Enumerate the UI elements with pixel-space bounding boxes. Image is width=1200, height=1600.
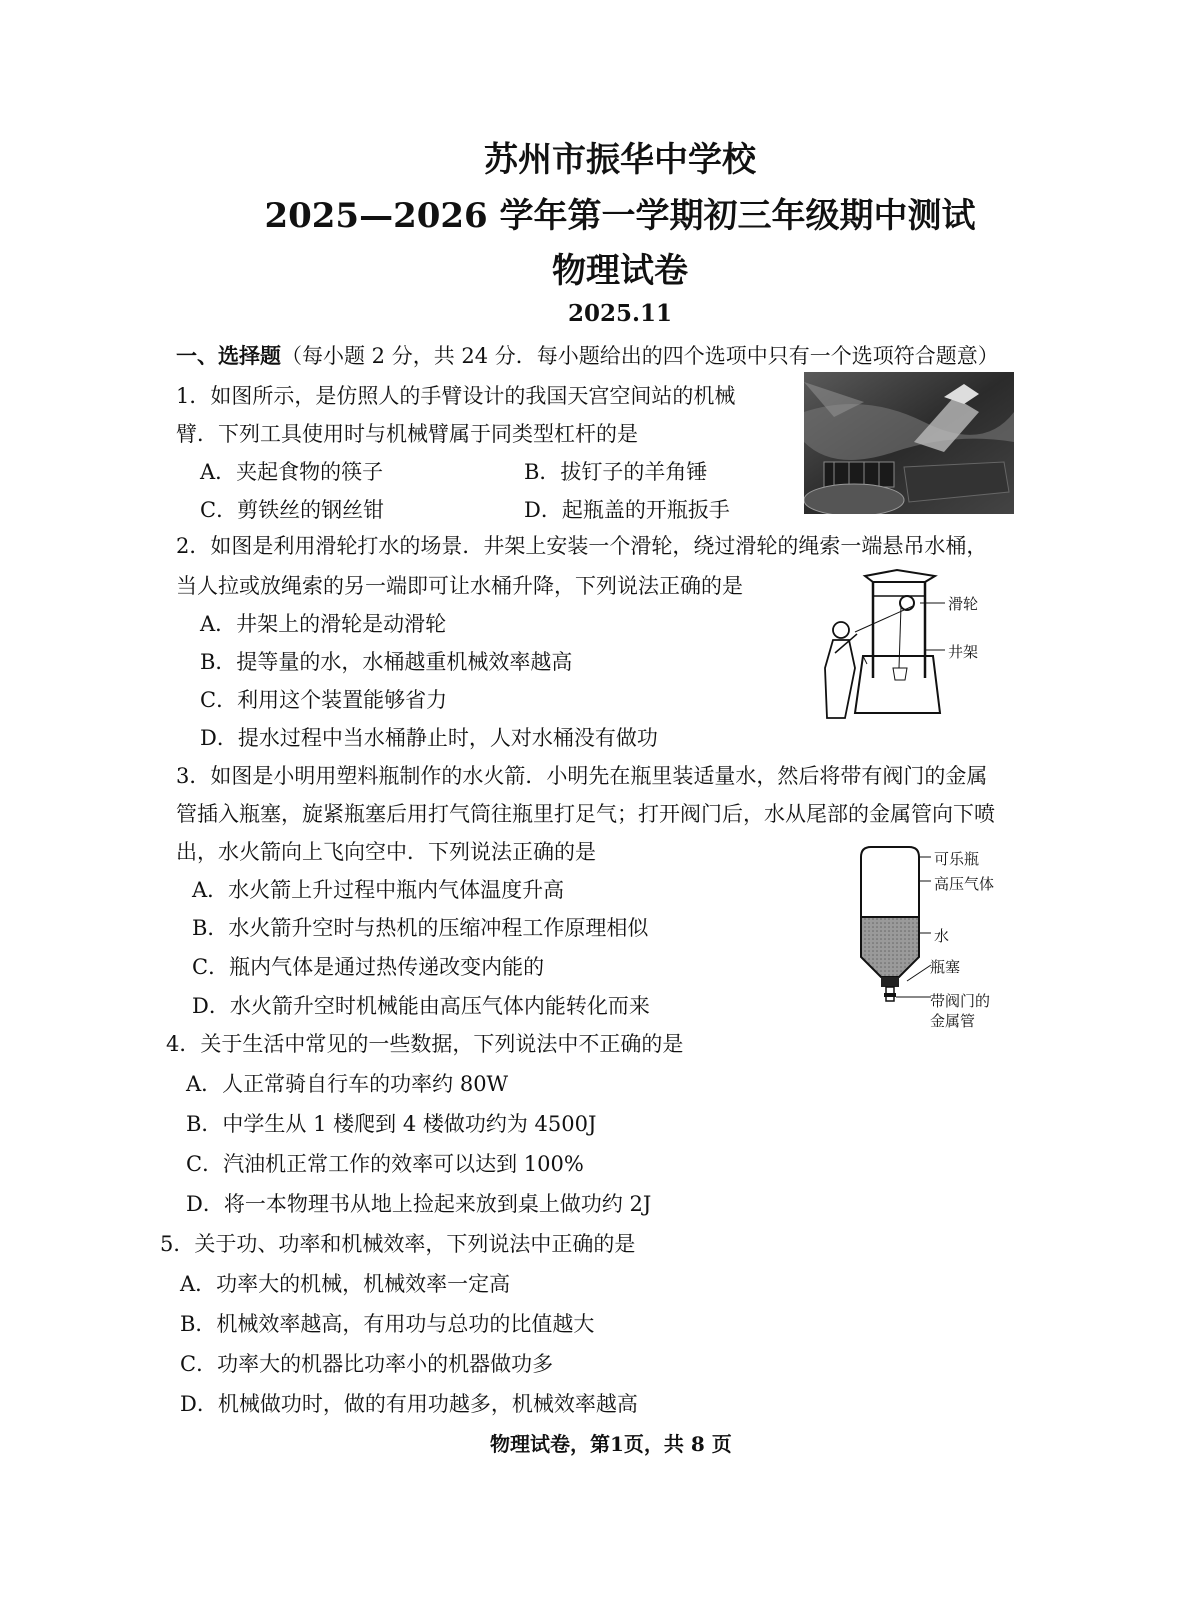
q5-option-c: C．功率大的机器比功率小的机器做功多 xyxy=(180,1352,554,1376)
q1-stem-line2: 臂．下列工具使用时与机械臂属于同类型杠杆的是 xyxy=(176,422,638,446)
q3-option-c: C．瓶内气体是通过热传递改变内能的 xyxy=(192,955,545,979)
section-name: 一、选择题 xyxy=(176,343,281,368)
q1-option-d: D．起瓶盖的开瓶扳手 xyxy=(524,498,730,522)
figure-label-stopper: 瓶塞 xyxy=(930,958,961,976)
exam-title: 2025—2026 学年第一学期初三年级期中测试 xyxy=(264,196,976,236)
q3-stem-line1: 3．如图是小明用塑料瓶制作的水火箭．小明先在瓶里装适量水，然后将带有阀门的金属 xyxy=(176,764,988,788)
q3-option-d: D．水火箭升空时机械能由高压气体内能转化而来 xyxy=(192,994,650,1018)
figure-label-frame: 井架 xyxy=(948,643,979,661)
school-name: 苏州市振华中学校 xyxy=(484,140,756,180)
q2-stem-line1: 2．如图是利用滑轮打水的场景．井架上安装一个滑轮，绕过滑轮的绳索一端悬吊水桶， xyxy=(176,534,988,558)
q5-option-b: B．机械效率越高，有用功与总功的比值越大 xyxy=(180,1312,595,1336)
subject-title: 物理试卷 xyxy=(552,251,688,291)
q3-stem-line2: 管插入瓶塞，旋紧瓶塞后用打气筒往瓶里打足气；打开阀门后，水从尾部的金属管向下喷 xyxy=(176,802,995,826)
figure-label-gas: 高压气体 xyxy=(934,875,995,893)
exam-date: 2025.11 xyxy=(567,300,673,327)
q1-option-b: B．拔钉子的羊角锤 xyxy=(524,460,708,484)
figure-label-water: 水 xyxy=(934,927,950,945)
q1-stem-line1: 1．如图所示，是仿照人的手臂设计的我国天宫空间站的机械 xyxy=(176,384,736,408)
q4-option-b: B．中学生从 1 楼爬到 4 楼做功约为 4500J xyxy=(186,1112,597,1136)
q5-option-a: A．功率大的机械，机械效率一定高 xyxy=(180,1272,511,1296)
page-footer: 物理试卷，第1页，共 8 页 xyxy=(490,1432,732,1456)
well-pulley-figure xyxy=(815,568,945,728)
q2-option-c: C．利用这个装置能够省力 xyxy=(200,688,448,712)
figure-label-pulley: 滑轮 xyxy=(948,595,979,613)
q3-option-a: A．水火箭上升过程中瓶内气体温度升高 xyxy=(192,878,565,902)
q5-option-d: D．机械做功时，做的有用功越多，机械效率越高 xyxy=(180,1392,638,1416)
q3-option-b: B．水火箭升空时与热机的压缩冲程工作原理相似 xyxy=(192,916,649,940)
q3-stem-line3: 出，水火箭向上飞向空中．下列说法正确的是 xyxy=(176,840,596,864)
water-rocket-figure xyxy=(855,845,935,1025)
figure-label-pipe-1: 带阀门的 xyxy=(930,992,991,1010)
q1-option-a: A．夹起食物的筷子 xyxy=(200,460,384,484)
q5-stem: 5．关于功、功率和机械效率，下列说法中正确的是 xyxy=(160,1232,636,1256)
q4-option-c: C．汽油机正常工作的效率可以达到 100% xyxy=(186,1152,584,1176)
section-heading xyxy=(176,340,999,370)
figure-label-bottle: 可乐瓶 xyxy=(934,850,980,868)
q2-option-a: A．井架上的滑轮是动滑轮 xyxy=(200,612,447,636)
q2-option-d: D．提水过程中当水桶静止时，人对水桶没有做功 xyxy=(200,726,658,750)
q2-option-b: B．提等量的水，水桶越重机械效率越高 xyxy=(200,650,573,674)
q1-option-c: C．剪铁丝的钢丝钳 xyxy=(200,498,385,522)
figure-label-pipe-2: 金属管 xyxy=(930,1012,976,1030)
q2-stem-line2: 当人拉或放绳索的另一端即可让水桶升降，下列说法正确的是 xyxy=(176,574,743,598)
q4-option-d: D．将一本物理书从地上捡起来放到桌上做功约 2J xyxy=(186,1192,652,1216)
section-note: （每小题 2 分，共 24 分．每小题给出的四个选项中只有一个选项符合题意） xyxy=(281,344,999,368)
space-station-arm-photo xyxy=(804,372,1014,514)
q4-option-a: A．人正常骑自行车的功率约 80W xyxy=(186,1072,509,1096)
q4-stem: 4．关于生活中常见的一些数据，下列说法中不正确的是 xyxy=(166,1032,684,1056)
